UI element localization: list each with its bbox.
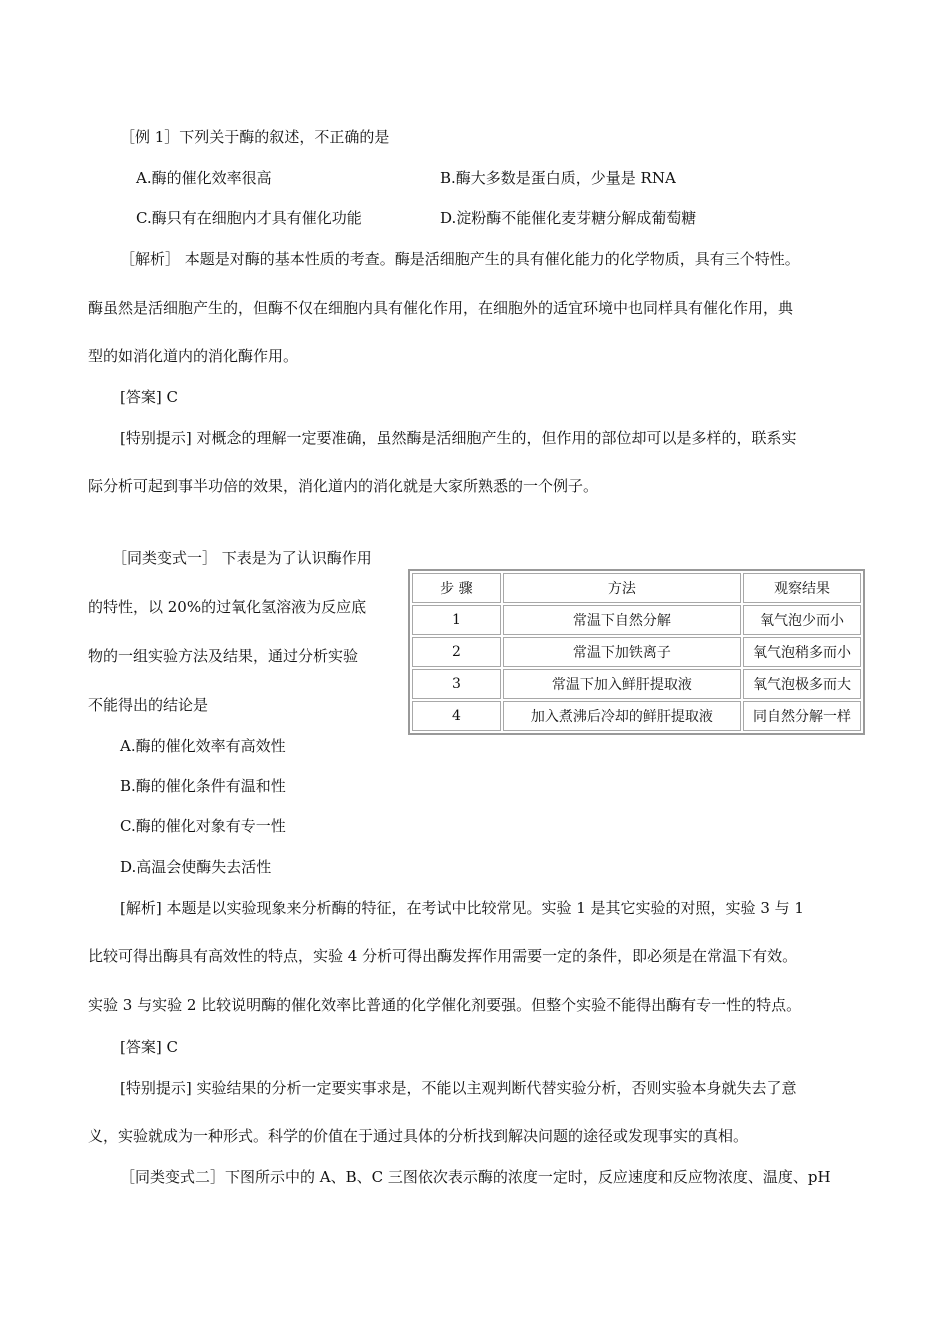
table-row — [412, 605, 861, 635]
cell-method: 常温下加铁离子 — [503, 637, 741, 667]
cell-result: 氧气泡稍多而小 — [743, 637, 861, 667]
variant1-tip-line-2: 义，实验就成为一种形式。科学的价值在于通过具体的分析找到解决问题的途径或发现事实的真相。 — [88, 1127, 749, 1145]
cell-step: 3 — [412, 669, 501, 699]
variant1-analysis-line-2: 比较可得出酶具有高效性的特点，实验 4 分析可得出酶发挥作用需要一定的条件，即必须是在常温下有效。 — [88, 947, 798, 965]
variant1-option-c: C.酶的催化对象有专一性 — [120, 817, 286, 835]
table-row — [412, 669, 861, 699]
cell-step: 2 — [412, 637, 501, 667]
header-step: 步 骤 — [412, 573, 501, 603]
cell-result: 同自然分解一样 — [743, 701, 861, 731]
cell-step: 4 — [412, 701, 501, 731]
table-row — [412, 701, 861, 731]
example1-option-c: C.酶只有在细胞内才具有催化功能 — [136, 209, 362, 227]
variant1-analysis-line-3: 实验 3 与实验 2 比较说明酶的催化效率比普通的化学催化剂要强。但整个实验不能得出酶有专一性的特点。 — [88, 996, 802, 1014]
variant1-analysis-line-1: [解析] 本题是以实验现象来分析酶的特征，在考试中比较常见。实验 1 是其它实验的对照，实验 3 与 1 — [120, 899, 804, 917]
variant1-question-line-3: 物的一组实验方法及结果，通过分析实验 — [88, 647, 359, 665]
table-header-row — [412, 573, 861, 603]
example1-analysis-text: ［解析］ 本题是对酶的基本性质的考查。酶是活细胞产生的具有催化能力的化学物质，具有三个特性。 — [120, 250, 800, 268]
example1-analysis-line-3: 型的如消化道内的消化酶作用。 — [88, 347, 299, 365]
variant1-question-line-2: 的特性，以 20%的过氧化氢溶液为反应底 — [88, 598, 367, 616]
example1-question: ［例 1］下列关于酶的叙述，不正确的是 — [120, 128, 390, 146]
cell-method: 常温下自然分解 — [503, 605, 741, 635]
variant2-question: ［同类变式二］下图所示中的 A、B、C 三图依次表示酶的浓度一定时，反应速度和反应物浓度、温度、pH — [120, 1168, 831, 1186]
example1-answer: [答案] C — [120, 388, 178, 406]
variant1-question-line-4: 不能得出的结论是 — [88, 696, 209, 714]
table-row — [412, 637, 861, 667]
example1-tip-line-2: 际分析可起到事半功倍的效果，消化道内的消化就是大家所熟悉的一个例子。 — [88, 477, 599, 495]
variant1-tip-line-1: [特别提示] 实验结果的分析一定要实事求是，不能以主观判断代替实验分析，否则实验本身就失去了意 — [120, 1079, 797, 1097]
cell-method: 常温下加入鲜肝提取液 — [503, 669, 741, 699]
example1-tip-line-1: [特别提示] 对概念的理解一定要准确，虽然酶是活细胞产生的，但作用的部位却可以是多样的，联系实 — [120, 429, 797, 447]
variant1-answer: [答案] C — [120, 1038, 178, 1056]
example1-option-a: A.酶的催化效率很高 — [136, 169, 272, 187]
cell-step: 1 — [412, 605, 501, 635]
experiment-table — [408, 569, 865, 735]
variant1-option-b: B.酶的催化条件有温和性 — [120, 777, 286, 795]
header-result: 观察结果 — [743, 573, 861, 603]
variant1-question-line-1: ［同类变式一］ 下表是为了认识酶作用 — [112, 549, 372, 567]
example1-option-d: D.淀粉酶不能催化麦芽糖分解成葡萄糖 — [440, 209, 697, 227]
variant1-option-a: A.酶的催化效率有高效性 — [120, 737, 286, 755]
example1-analysis-line-1 — [120, 249, 860, 269]
header-method: 方法 — [503, 573, 741, 603]
cell-result: 氧气泡少而小 — [743, 605, 861, 635]
example1-option-b: B.酶大多数是蛋白质，少量是 RNA — [440, 169, 676, 187]
cell-method: 加入煮沸后冷却的鲜肝提取液 — [503, 701, 741, 731]
example1-analysis-line-2: 酶虽然是活细胞产生的，但酶不仅在细胞内具有催化作用，在细胞外的适宜环境中也同样具有催化作用，典 — [88, 299, 794, 317]
cell-result: 氧气泡极多而大 — [743, 669, 861, 699]
variant1-option-d: D.高温会使酶失去活性 — [120, 858, 272, 876]
